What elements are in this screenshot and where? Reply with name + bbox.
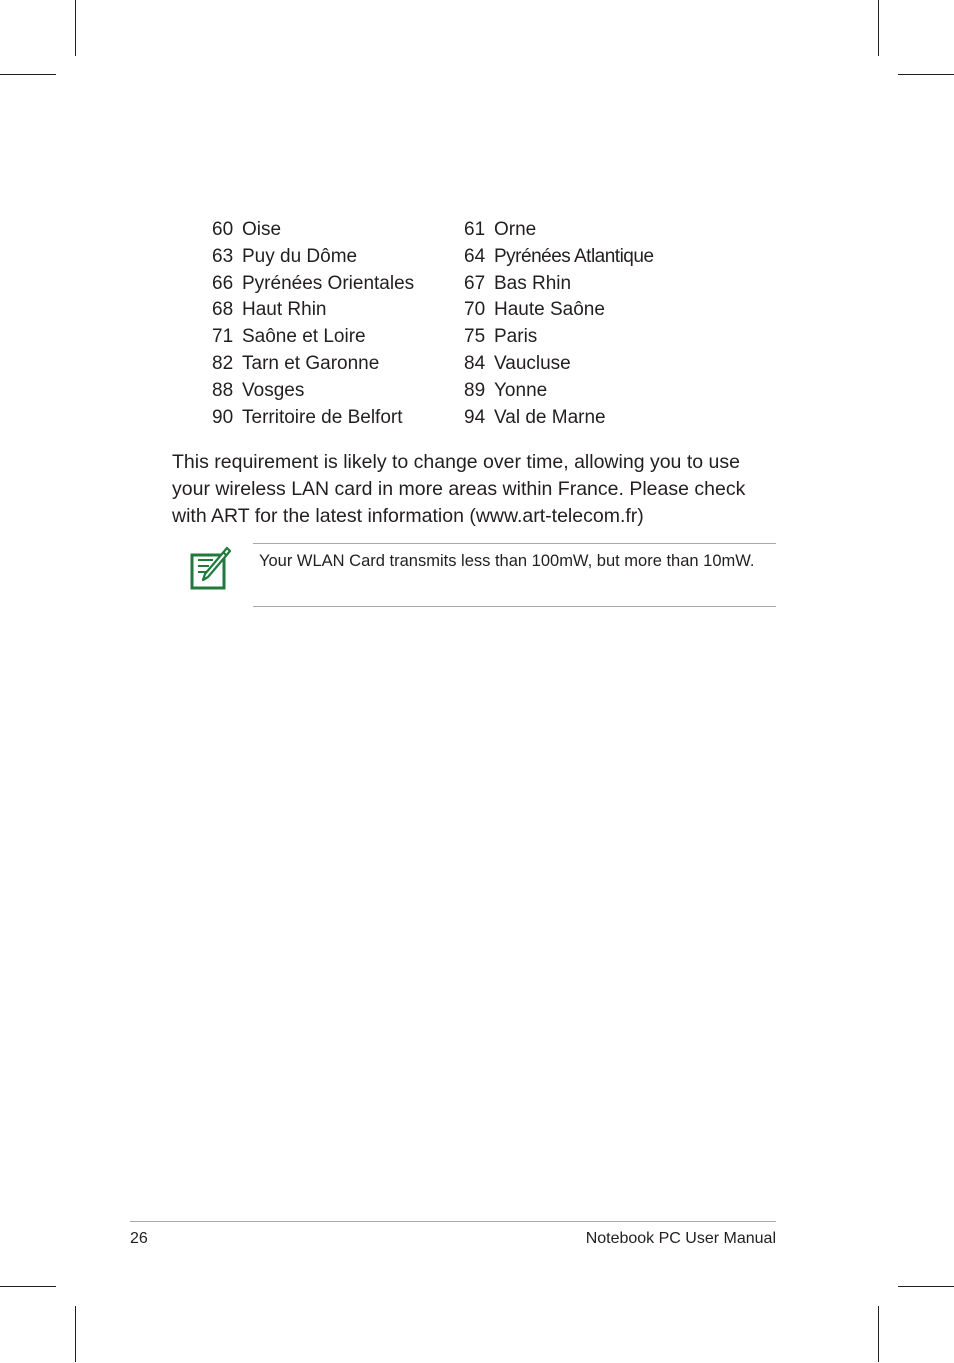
department-row	[212, 297, 654, 324]
department-entry	[212, 244, 464, 271]
department-name: Vosges	[242, 379, 305, 401]
department-entry	[464, 405, 606, 432]
department-number: 75	[464, 326, 486, 348]
department-name: Haute Saône	[494, 299, 605, 321]
department-number: 66	[212, 272, 234, 294]
crop-mark	[0, 74, 56, 75]
department-entry	[464, 351, 571, 378]
department-entry	[212, 324, 464, 351]
department-name: Puy du Dôme	[242, 245, 358, 267]
department-number: 67	[464, 272, 486, 294]
department-name: Bas Rhin	[494, 272, 572, 294]
department-number: 70	[464, 299, 486, 321]
department-entry	[464, 244, 654, 271]
page-number: 26	[130, 1230, 148, 1247]
department-name: Orne	[494, 219, 537, 240]
department-name: Pyrénées Orientales	[242, 272, 415, 294]
department-number: 63	[212, 245, 234, 267]
department-name: Val de Marne	[494, 406, 606, 428]
department-name: Haut Rhin	[242, 299, 327, 321]
manual-title: Notebook PC User Manual	[585, 1230, 776, 1247]
department-row	[212, 405, 654, 432]
department-entry	[464, 217, 536, 244]
department-name: Saône et Loire	[242, 326, 366, 348]
department-entry	[464, 324, 537, 351]
note-top-rule	[253, 543, 776, 544]
department-row	[212, 217, 654, 244]
department-name: Pyrénées Atlantique	[494, 245, 654, 267]
department-entry	[464, 271, 571, 298]
footer-rule	[130, 1221, 776, 1222]
body-paragraph: This requirement is likely to change over time, allowing you to use your wireless LAN card in more areas within France. Please check with ART for the latest information (www.art-telecom.fr)	[172, 451, 746, 527]
department-entry	[212, 271, 464, 298]
crop-mark	[898, 1286, 954, 1287]
department-list	[212, 217, 654, 431]
department-row	[212, 351, 654, 378]
department-number: 90	[212, 406, 234, 428]
department-entry	[212, 405, 464, 432]
department-number: 71	[212, 326, 234, 348]
department-number: 94	[464, 406, 486, 428]
crop-mark	[878, 1306, 879, 1362]
crop-mark	[75, 0, 76, 56]
department-row	[212, 271, 654, 298]
crop-mark	[898, 74, 954, 75]
crop-mark	[878, 0, 879, 56]
department-number: 64	[464, 245, 486, 267]
department-name: Vaucluse	[494, 352, 571, 374]
department-row	[212, 324, 654, 351]
department-row	[212, 378, 654, 405]
crop-mark	[0, 1286, 56, 1287]
note-text: Your WLAN Card transmits less than 100mW, but more than 10mW.	[259, 552, 755, 570]
department-number: 84	[464, 352, 486, 374]
department-entry	[212, 378, 464, 405]
department-name: Tarn et Garonne	[242, 352, 380, 374]
department-number: 89	[464, 379, 486, 401]
department-row	[212, 244, 654, 271]
department-entry	[464, 297, 605, 324]
department-name: Paris	[494, 326, 538, 348]
department-number: 82	[212, 352, 234, 374]
crop-mark	[75, 1306, 76, 1362]
department-number: 60	[212, 219, 234, 240]
department-number: 88	[212, 379, 234, 401]
department-number: 61	[464, 219, 486, 240]
department-name: Territoire de Belfort	[242, 406, 403, 428]
note-bottom-rule	[253, 606, 776, 607]
department-name: Yonne	[494, 379, 548, 401]
department-entry	[212, 351, 464, 378]
note-pencil-icon	[189, 546, 231, 592]
department-number: 68	[212, 299, 234, 321]
department-name: Oise	[242, 219, 282, 240]
department-entry	[212, 297, 464, 324]
department-entry	[464, 378, 547, 405]
department-entry	[212, 217, 464, 244]
